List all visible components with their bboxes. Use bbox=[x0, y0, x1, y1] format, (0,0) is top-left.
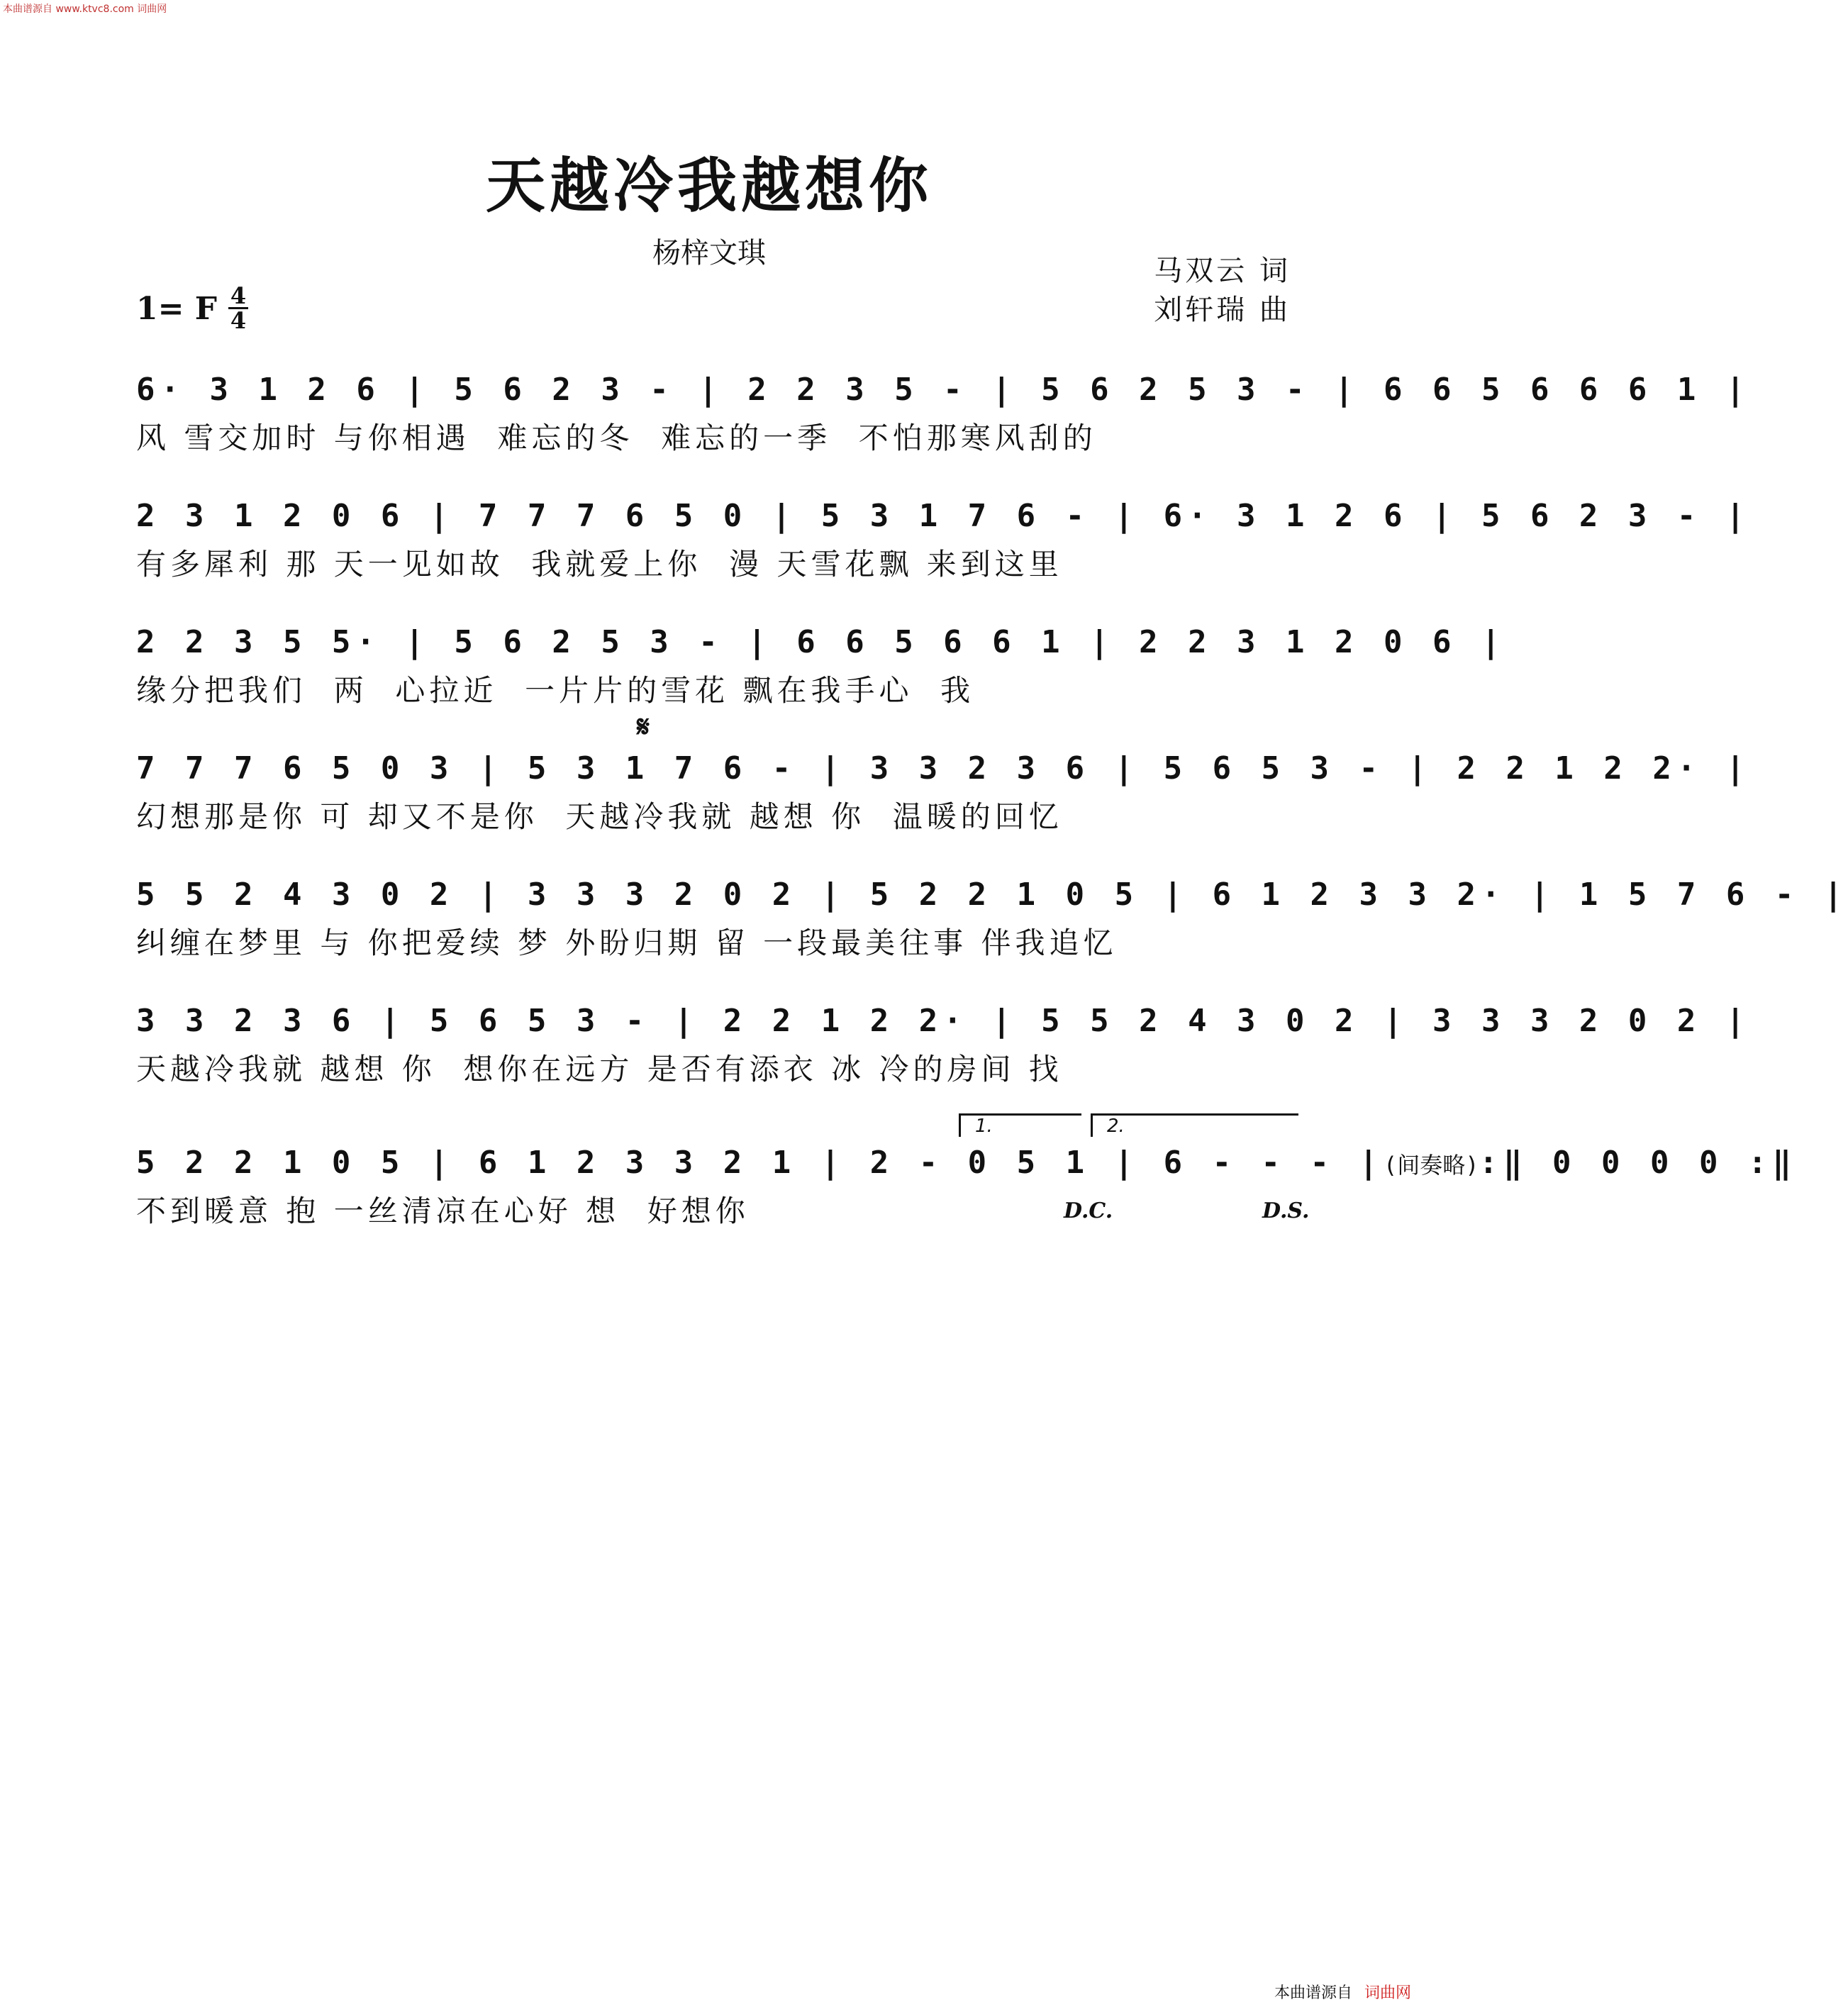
lyrics-line: 纠缠在梦里 与 你把爱续 梦 外盼归期 留 一段最美往事 伴我追忆 bbox=[136, 925, 1118, 960]
notes-line: 6· 3 1 2 6 | 5 6 2 3 - | 2 2 3 5 - | 5 6 2 5 3 - | 6 6 5 6 6 6 1 | bbox=[136, 372, 1751, 408]
composer-credit: 刘轩瑞 曲 bbox=[1154, 294, 1291, 326]
lyrics-line: 有多犀利 那 天一见如故 我就爱上你 漫 天雪花飘 来到这里 bbox=[136, 547, 1063, 582]
lyrics-line: 不到暖意 抱 一丝清凉在心好 想 好想你 bbox=[136, 1194, 750, 1228]
footer-watermark bbox=[1274, 1981, 1411, 2003]
score-row-7 bbox=[136, 1142, 1797, 1248]
top-watermark: 本曲谱源自 www.ktvc8.com 词曲网 bbox=[3, 4, 167, 15]
notes-main: 5 2 2 1 0 5 | 6 1 2 3 3 2 1 | 2 - 0 5 1 | 6 - - - | bbox=[136, 1145, 1384, 1181]
lyrics-line: 天越冷我就 越想 你 想你在远方 是否有添衣 冰 冷的房间 找 bbox=[136, 1052, 1063, 1086]
score-row-1 bbox=[136, 369, 1751, 475]
time-signature-bottom: 4 bbox=[230, 307, 247, 334]
da-capo-mark: D.C. bbox=[1064, 1199, 1113, 1223]
key-signature: 1= F bbox=[136, 291, 218, 327]
score-row-4 bbox=[136, 747, 1751, 854]
notes-line: 2 2 3 5 5· | 5 6 2 5 3 - | 6 6 5 6 6 1 | 2 2 3 1 2 0 6 | bbox=[136, 624, 1506, 660]
notes-line: 5 5 2 4 3 0 2 | 3 3 3 2 0 2 | 5 2 2 1 0 5 | 6 1 2 3 3 2· | 1 5 7 6 - | bbox=[136, 877, 1848, 913]
score-row-5 bbox=[136, 874, 1848, 980]
first-ending-bracket: 1. bbox=[959, 1113, 1081, 1137]
score-row-2 bbox=[136, 495, 1751, 601]
lyrics-line: 风 雪交加时 与你相遇 难忘的冬 难忘的一季 不怕那寒风刮的 bbox=[136, 421, 1097, 455]
score-row-3 bbox=[136, 621, 1506, 728]
interlude-note: (间奏略) bbox=[1384, 1152, 1479, 1179]
segno-sign: 𝄋 bbox=[637, 709, 650, 744]
notes-line bbox=[136, 1142, 1797, 1184]
notes-line: 3 3 2 3 6 | 5 6 5 3 - | 2 2 1 2 2· | 5 5 2 4 3 0 2 | 3 3 3 2 0 2 | bbox=[136, 1003, 1751, 1039]
notes-line: 7 7 7 6 5 0 3 | 5 3 1 7 6 - | 3 3 2 3 6 | 5 6 5 3 - | 2 2 1 2 2· | bbox=[136, 750, 1751, 786]
footer-brand-1: 本曲谱源自 bbox=[1274, 1984, 1352, 2002]
dal-segno-mark: D.S. bbox=[1262, 1199, 1310, 1223]
repeat-tail: :‖ 0 0 0 0 :‖ bbox=[1479, 1145, 1797, 1181]
footer-brand-2: 词曲网 bbox=[1364, 1984, 1411, 2002]
lyrics-line: 幻想那是你 可 却又不是你 天越冷我就 越想 你 温暖的回忆 bbox=[136, 799, 1063, 834]
singer-name: 杨梓文琪 bbox=[652, 237, 766, 269]
time-signature bbox=[226, 282, 251, 334]
lyricist-credit: 马双云 词 bbox=[1154, 255, 1291, 287]
second-ending-bracket: 2. bbox=[1091, 1113, 1298, 1137]
score-row-6 bbox=[136, 1000, 1751, 1106]
song-title: 天越冷我越想你 bbox=[485, 150, 933, 221]
lyrics-line: 缘分把我们 两 心拉近 一片片的雪花 飘在我手心 我 bbox=[136, 673, 975, 708]
notes-line: 2 3 1 2 0 6 | 7 7 7 6 5 0 | 5 3 1 7 6 - | 6· 3 1 2 6 | 5 6 2 3 - | bbox=[136, 498, 1751, 534]
time-signature-top: 4 bbox=[230, 282, 247, 309]
